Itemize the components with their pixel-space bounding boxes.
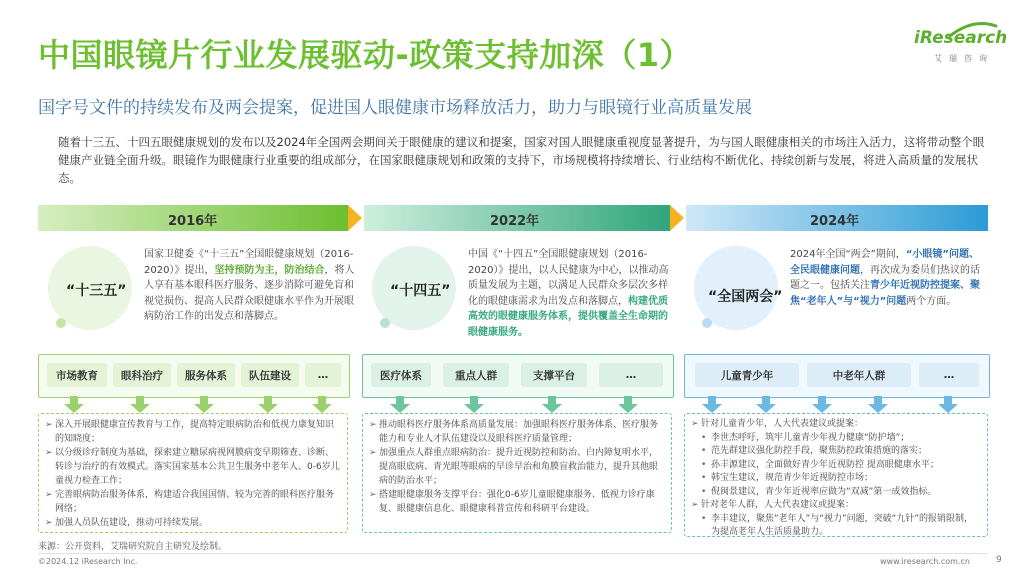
- column-label-13th: “十三五”: [66, 283, 127, 299]
- bullet-arrow-icon: ➢: [45, 518, 53, 528]
- tag-team-building: 队伍建设: [241, 363, 299, 387]
- detail-item: [45, 516, 341, 530]
- bullet-dot-icon: •: [701, 473, 707, 483]
- page-title: 中国眼镜片行业发展驱动-政策支持加深（1）: [38, 36, 693, 74]
- detail-text: 针对老年人群，人大代表建议或提案：: [701, 500, 855, 510]
- detail-item: [45, 446, 341, 488]
- detail-text: 加强重点人群重点眼病防治：提升近视防控和防治、白内障复明水平，提高眼底病、青光眼等眼病的早诊早治和角膜盲救治能力，提升其他眼病的防治水平；: [379, 448, 659, 486]
- bullet-arrow-icon: ➢: [691, 500, 699, 510]
- tag-market-education: 市场教育: [47, 363, 107, 387]
- highlight-text: 坚持预防为主，防治结合: [214, 264, 325, 276]
- text-part: ，再次成为委员们热议的话题之一。包括关注: [790, 264, 980, 291]
- bullet-dot-icon: •: [701, 446, 707, 456]
- detail-text: 倪闽景建议，青少年近视率应做为“双减”第一成效指标。: [711, 486, 937, 497]
- dot-decoration: [56, 318, 66, 328]
- bullet-arrow-icon: ➢: [45, 448, 53, 458]
- bullet-dot-icon: •: [701, 432, 707, 443]
- detail-item: [369, 418, 665, 446]
- year-2022: 2022年: [490, 214, 540, 229]
- bullet-dot-icon: •: [701, 459, 707, 470]
- column-label-two-sessions: “全国两会”: [708, 289, 783, 305]
- detail-item: [45, 488, 341, 516]
- detail-text: 推动眼科医疗服务体系高质量发展：加强眼科医疗服务体系、医疗服务能力和专业人才队伍建设以及眼科医疗质量管理；: [379, 420, 659, 444]
- bullet-arrow-icon: ➢: [45, 420, 53, 430]
- detail-item: [369, 488, 665, 516]
- detail-item: [691, 432, 981, 446]
- highlight-text: 构建优质高效的眼健康服务体系，提供覆盖全生命期的眼健康服务。: [468, 295, 668, 338]
- dot-decoration: [702, 318, 712, 328]
- tag-eye-treatment: 眼科治疗: [113, 363, 171, 387]
- copyright: ©2024.12 iResearch Inc.: [38, 557, 138, 566]
- tag-service-system: 服务体系: [177, 363, 235, 387]
- detail-box-two-sessions: [684, 413, 988, 537]
- tag-more: …: [305, 363, 341, 387]
- column-text-two-sessions: [790, 247, 988, 309]
- text-part: 2024年全国“两会”期间，: [790, 249, 906, 260]
- tag-medical-system: 医疗体系: [371, 363, 431, 387]
- tag-more: …: [919, 363, 979, 387]
- tag-more: …: [599, 363, 663, 387]
- detail-box-13th: [38, 413, 348, 533]
- tag-children-teens: 儿童青少年: [695, 363, 799, 387]
- source-note: 来源：公开资料，艾瑞研究院自主研究及绘制。: [38, 542, 228, 552]
- website-link[interactable]: www.iresearch.com.cn: [880, 557, 970, 566]
- bullet-arrow-icon: ➢: [45, 490, 53, 500]
- detail-text: 搭建眼健康服务支撑平台：强化0-6岁儿童眼健康服务、低视力诊疗康复、眼健康信息化、眼健康科普宣传和科研平台建设。: [379, 490, 655, 514]
- bullet-arrow-icon: ➢: [369, 420, 377, 430]
- column-text-13th: [144, 247, 356, 325]
- detail-item: [691, 513, 981, 540]
- detail-text: 范先群建议强化防控手段，聚焦防控政策措施的落实；: [711, 446, 928, 456]
- detail-text: 针对儿童青少年，人大代表建议或提案：: [701, 419, 864, 429]
- dot-decoration: [380, 318, 390, 328]
- bullet-dot-icon: •: [701, 513, 707, 524]
- text-part: 两个方面。: [906, 295, 957, 307]
- detail-item: [691, 486, 981, 500]
- tag-support-platform: 支撑平台: [521, 363, 587, 387]
- year-2024: 2024年: [810, 214, 860, 229]
- page-number: 9: [996, 555, 1002, 565]
- detail-item: [45, 418, 341, 446]
- detail-text: 韩宝生建议，规范青少年近视防控市场；: [711, 473, 874, 483]
- column-label-14th: “十四五”: [390, 283, 451, 299]
- page-subtitle: 国字号文件的持续发布及两会提案，促进国人眼健康市场释放活力，助力与眼镜行业高质量发展: [38, 98, 752, 118]
- bullet-arrow-icon: ➢: [691, 419, 699, 429]
- intro-paragraph: 随着十三五、十四五眼健康规划的发布以及2024年全国两会期间关于眼健康的建议和提案，国家对国人眼健康重视度显著提升，为与国人眼健康相关的市场注入活力，这将带动整个眼健康产业链全面升级。眼镜作为眼健康行业重要的组成部分，在国家眼健康规划和政策的支持下，市场规模将持续增长、行业结构不断优化、持续创新与发展，将进入高质量的发展状态。: [58, 135, 985, 185]
- column-text-14th: [468, 247, 672, 340]
- highlight-text: “小眼镜”问题、全民眼健康问题: [790, 249, 979, 276]
- iresearch-logo: [914, 22, 1008, 70]
- highlight-text: 青少年近视防控提案、聚焦“老年人”与“视力”问题: [790, 280, 980, 307]
- logo-tagline: 艾瑞咨询: [934, 54, 994, 63]
- detail-text: 完善眼病防治服务体系，构建适合我国国情、较为完善的眼科医疗服务网络；: [55, 490, 335, 514]
- detail-text: 李世杰呼吁，筑牢儿童青少年视力健康“防护墙”；: [711, 432, 910, 443]
- text-part: 中国《“十四五”全国眼健康规划（2016-2020）》提出，以人民健康为中心，以推动高质量发展为主题，以满足人民群众多层次多样化的眼健康需求为出发点和落脚点，: [468, 249, 669, 307]
- detail-item: [369, 446, 665, 488]
- bullet-dot-icon: •: [701, 486, 707, 497]
- detail-item: [691, 445, 981, 459]
- text-part: 国家卫健委《“十三五”全国眼健康规划（2016-2020）》提出，: [144, 249, 354, 276]
- detail-text: 李丰建议，聚焦“老年人”与“视力”问题，突破“九针”的报销限制，为提高老年人生活质量助力。: [711, 513, 973, 537]
- detail-item: [691, 459, 981, 473]
- detail-text: 深入开展眼健康宣传教育与工作，提高特定眼病防治和低视力康复知识的知晓度；: [55, 420, 335, 444]
- tag-box-two-sessions: [684, 354, 990, 398]
- detail-item: [691, 499, 981, 513]
- tag-box-13th: [38, 354, 350, 398]
- bullet-arrow-icon: ➢: [369, 490, 377, 500]
- timeline: [38, 205, 988, 231]
- footer-divider: [38, 553, 988, 554]
- detail-text: 以分级诊疗制度为基础，探索建立糖尿病视网膜病变早期筛查、诊断、转诊与治疗的有效模式。落实国家基本公共卫生服务中老年人、0-6岁儿童视力检查工作；: [55, 448, 340, 486]
- year-2016: 2016年: [168, 214, 218, 229]
- arrows-14th: [362, 396, 672, 414]
- tag-key-population: 重点人群: [443, 363, 509, 387]
- tag-elderly: 中老年人群: [807, 363, 911, 387]
- detail-item: [691, 418, 981, 432]
- arrows-two-sessions: [684, 396, 988, 414]
- detail-text: 孙丰源建议，全面做好青少年近视防控 提高眼健康水平；: [711, 459, 939, 470]
- bullet-arrow-icon: ➢: [369, 448, 377, 458]
- text-part: ，将人人享有基本眼科医疗服务、逐步消除可避免盲和视觉损伤、提高人民群众眼健康水平作为开展眼病防治工作的出发点和落脚点。: [144, 264, 355, 322]
- tag-box-14th: [362, 354, 674, 398]
- logo-brand: iResearch: [914, 28, 1008, 48]
- detail-item: [691, 472, 981, 486]
- detail-box-14th: [362, 413, 672, 533]
- detail-text: 加强人员队伍建设，推动可持续发展。: [55, 518, 209, 528]
- arrows-13th: [38, 396, 348, 414]
